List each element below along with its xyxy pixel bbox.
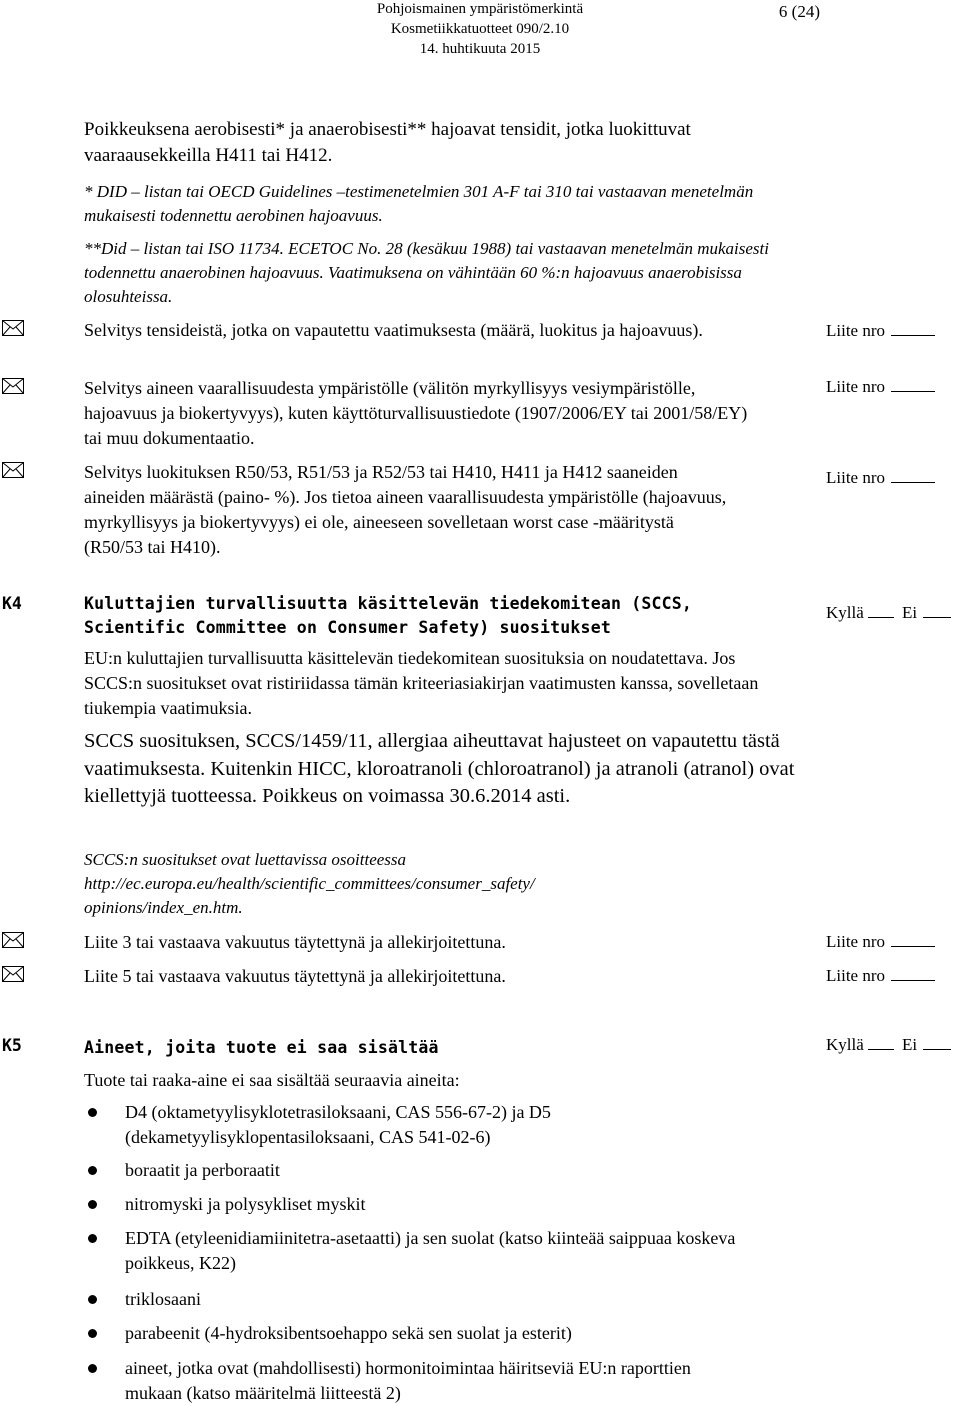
attachment-blank[interactable] (891, 979, 935, 981)
header-line-2: Kosmetiikkatuotteet 090/2.10 (390, 21, 570, 37)
header-line-1: Pohjoismainen ympäristömerkintä (376, 1, 584, 17)
attachment-blank[interactable] (891, 481, 935, 483)
list-item: nitromyski ja polysykliset myskit (125, 1194, 366, 1214)
envelope-icon (2, 966, 24, 982)
list-item: D4 (oktametyylisyklotetrasiloksaani, CAS 556-67-2) ja D5 (dekametyylisyklopentasiloksaani, CAS 541-02-6) (125, 1102, 551, 1147)
k4-note-url[interactable]: http://ec.europa.eu/health/scientific_committees/consumer_safety/ (84, 874, 535, 893)
intro-paragraph: Poikkeuksena aerobisesti* ja anaerobisesti** hajoavat tensidit, jotka luokittuvat vaaraausekkeilla H411 tai H412. (84, 119, 691, 166)
attachment-blank[interactable] (891, 390, 935, 392)
bullet (88, 1234, 97, 1243)
no-label: Ei (902, 603, 918, 622)
envelope-icon (2, 378, 24, 394)
bullet (88, 1364, 97, 1373)
check-item-hazard: Selvitys aineen vaarallisuudesta ympäristölle (välitön myrkyllisyys vesiympäristölle, hajoavuus ja biokertyvyys), kuten käyttöturvallisuustiedote (1907/2006/EY tai 2001/58/EY) tai muu dokumentaatio. (84, 378, 748, 448)
attachment-field[interactable] (826, 376, 935, 398)
page-number: 6 (24) (778, 2, 820, 21)
envelope-icon (2, 462, 24, 478)
k4-note-line-1: SCCS:n suositukset ovat luettavissa osoitteessa (84, 850, 407, 869)
attachment-label: Liite nro (826, 932, 886, 951)
attachment-field[interactable] (826, 467, 935, 489)
k4-check-liite5: Liite 5 tai vastaava vakuutus täytettynä ja allekirjoitettuna. (84, 966, 506, 986)
section-id-k4: K4 (2, 594, 22, 613)
k4-note-url-end[interactable]: opinions/index_en.htm. (84, 898, 243, 917)
attachment-blank[interactable] (891, 334, 935, 336)
bullet (88, 1108, 97, 1117)
attachment-label: Liite nro (826, 966, 886, 985)
attachment-field[interactable] (826, 320, 935, 342)
yes-blank[interactable] (868, 1048, 894, 1050)
k5-intro: Tuote tai raaka-aine ei saa sisältää seuraavia aineita: (84, 1070, 460, 1090)
section-title-k4: Kuluttajien turvallisuutta käsittelevän tiedekomitean (SCCS, Scientific Committee on Consumer Safety) suositukset (84, 594, 693, 637)
envelope-icon (2, 932, 24, 948)
list-item: parabeenit (4-hydroksibentsoehappo sekä sen suolat ja esterit) (125, 1323, 572, 1343)
list-item: aineet, jotka ovat (mahdollisesti) hormonitoimintaa häiritseviä EU:n raporttien mukaan (katso määritelmä liitteestä 2) (125, 1358, 691, 1403)
k4-paragraph-1: EU:n kuluttajien turvallisuutta käsittelevän tiedekomitean suosituksia on noudatettava. Jos SCCS:n suositukset ovat ristiriidassa tämän kriteeriasiakirjan vaatimusten kanssa, sovelletaan tiukempia vaatimuksia. (84, 648, 759, 718)
envelope-icon (2, 320, 24, 336)
header-line-3: 14. huhtikuuta 2015 (419, 41, 541, 57)
attachment-field[interactable] (826, 931, 935, 953)
k4-check-liite3: Liite 3 tai vastaava vakuutus täytettynä ja allekirjoitettuna. (84, 932, 506, 952)
attachment-label: Liite nro (826, 377, 886, 396)
attachment-label: Liite nro (826, 321, 886, 340)
yes-blank[interactable] (868, 616, 894, 618)
check-item-tensides: Selvitys tensideistä, jotka on vapautettu vaatimuksesta (määrä, luokitus ja hajoavuus). (84, 320, 703, 340)
no-blank[interactable] (923, 616, 951, 618)
bullet (88, 1200, 97, 1209)
no-blank[interactable] (923, 1048, 951, 1050)
bullet (88, 1166, 97, 1175)
k4-paragraph-2: SCCS suosituksen, SCCS/1459/11, allergiaa aiheuttavat hajusteet on vapautettu tästä vaatimuksesta. Kuitenkin HICC, kloroatranoli (chloroatranol) ja atranoli (atranol) ovat kiellettyjä tuotteessa. Poikkeus on voimassa 30.6.2014 asti. (84, 730, 795, 807)
yes-label: Kyllä (826, 1035, 864, 1054)
section-title-k5: Aineet, joita tuote ei saa sisältää (84, 1038, 439, 1057)
attachment-label: Liite nro (826, 468, 886, 487)
bullet (88, 1295, 97, 1304)
list-item: boraatit ja perboraatit (125, 1160, 280, 1180)
intro-note-aerobic: * DID – listan tai OECD Guidelines –testimenetelmien 301 A-F tai 310 tai vastaavan menetelmän mukaisesti todennettu aerobinen hajoavuus. (84, 182, 754, 225)
attachment-field[interactable] (826, 965, 935, 987)
bullet (88, 1329, 97, 1338)
yes-label: Kyllä (826, 603, 864, 622)
intro-note-anaerobic: **Did – listan tai ISO 11734. ECETOC No. 28 (kesäkuu 1988) tai vastaavan menetelmän mukaisesti todennettu anaerobinen hajoavuus. Vaatimuksena on vähintään 60 %:n hajoavuus anaerobisissa olosuhteissa. (84, 239, 769, 306)
section-id-k5: K5 (2, 1036, 22, 1055)
attachment-blank[interactable] (891, 945, 935, 947)
list-item: triklosaani (125, 1289, 201, 1309)
no-label: Ei (902, 1035, 918, 1054)
yes-no-k5[interactable] (826, 1034, 951, 1056)
list-item: EDTA (etyleenidiamiinitetra-asetaatti) ja sen suolat (katso kiinteää saippuaa koskeva poikkeus, K22) (125, 1228, 736, 1273)
check-item-classification: Selvitys luokituksen R50/53, R51/53 ja R52/53 tai H410, H411 ja H412 saaneiden aineiden määrästä (paino- %). Jos tietoa aineen vaarallisuudesta ympäristölle (hajoavuus, myrkyllisyys ja biokertyvyys) ei ole, aineeseen sovelletaan worst case -määritystä (R50/53 tai H410). (84, 462, 727, 557)
yes-no-k4[interactable] (826, 602, 951, 624)
